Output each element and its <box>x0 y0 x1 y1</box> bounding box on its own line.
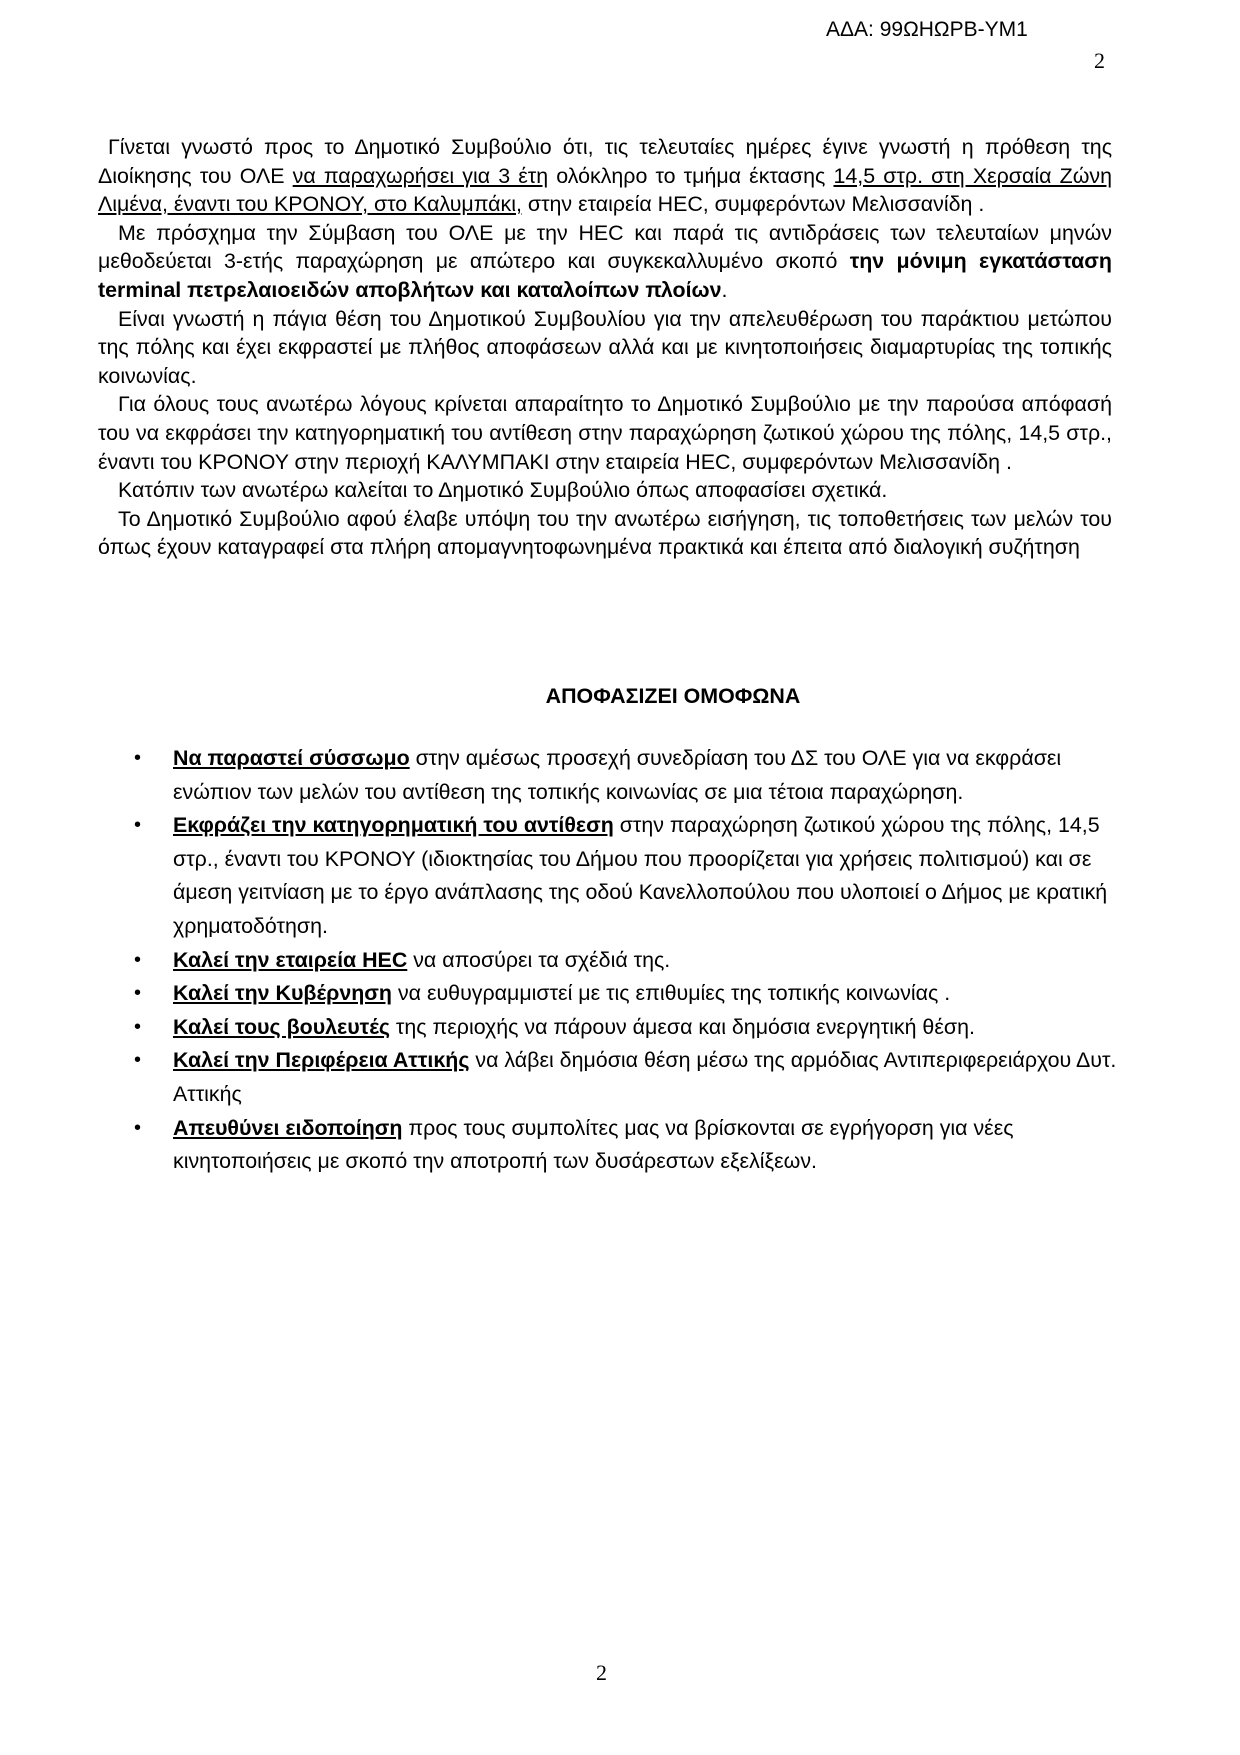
decision-text: προς τους συμπολίτες μας να βρίσκονται σε εγρήγορση για νέες κινητοποιήσεις με σκοπό την αποτροπή των δυσάρεστων εξελίξεων. <box>173 1115 1014 1174</box>
bullet-icon: • <box>134 814 142 837</box>
page-number-top: 2 <box>1094 48 1105 73</box>
bullet-icon: • <box>134 747 142 769</box>
decision-text: να αποσύρει τα σχέδιά της. <box>407 947 671 972</box>
decision-item <box>128 742 1118 809</box>
bullet-icon: • <box>134 982 142 1005</box>
decision-lead: Απευθύνει ειδοποίηση <box>173 1115 403 1140</box>
decisions-list <box>128 742 1118 1179</box>
decision-item <box>128 944 1118 978</box>
decision-lead: Καλεί την Περιφέρεια Αττικής <box>173 1048 470 1073</box>
paragraph-intro <box>98 133 1112 219</box>
decision-text: να λάβει δημόσια θέση μέσω της αρμόδιας Αντιπεριφερειάρχου Δυτ. Αττικής <box>173 1048 1117 1106</box>
paragraph-text: . <box>721 277 728 302</box>
paragraph-text: ολόκληρο το τμήμα έκτασης <box>548 163 834 188</box>
decision-item <box>128 1044 1118 1111</box>
paragraph-position: Είναι γνωστή η πάγια θέση του Δημοτικού Συμβουλίου για την απελευθέρωση του παράκτιου μετώπου της πόλης και έχει εκφραστεί με πλήθος αποφάσεων αλλά και με κινητοποιήσεις διαμαρτυρίας της τοπικής κοινωνίας. <box>98 306 1112 388</box>
decision-lead: Καλεί τους βουλευτές <box>173 1014 390 1039</box>
decision-text: στην αμέσως προσεχή συνεδρίαση του ΔΣ του ΟΛΕ για να εκφράσει ενώπιον των μελών του αντίθεση της τοπικής κοινωνίας σε μια τέτοια παραχώρηση. <box>173 746 1062 804</box>
bullet-icon: • <box>134 1116 142 1139</box>
decision-lead: Εκφράζει την κατηγορηματική του αντίθεση <box>173 813 614 838</box>
paragraph-call: Κατόπιν των ανωτέρω καλείται το Δημοτικό Συμβούλιο όπως αποφασίσει σχετικά. <box>118 478 888 503</box>
underlined-phrase: 14,5 στρ. στη Χερσαία Ζώνη Λιμένα, έναντι του ΚΡΟΝΟΥ, στο Καλυμπάκι, <box>98 163 1112 217</box>
decision-item <box>128 1112 1118 1179</box>
page-number-bottom: 2 <box>596 1660 607 1685</box>
decision-lead: Καλεί την Κυβέρνηση <box>173 981 392 1006</box>
bullet-icon: • <box>134 948 142 971</box>
bullet-icon: • <box>134 1049 142 1072</box>
paragraph-pretext <box>98 219 1112 305</box>
bold-phrase: την μόνιμη εγκατάσταση terminal πετρελαιοειδών αποβλήτων και καταλοίπων πλοίων <box>98 249 1112 302</box>
paragraph-text: στην εταιρεία HEC, συμφερόντων Μελισσανίδη . <box>521 192 985 217</box>
decision-text: της περιοχής να πάρουν άμεσα και δημόσια ενεργητική θέση. <box>389 1014 975 1039</box>
decision-text: στην παραχώρηση ζωτικού χώρου της πόλης, 14,5 στρ., έναντι του ΚΡΟΝΟΥ (ιδιοκτησίας του Δήμου που προορίζεται για χρήσεις πολιτισμού) και σε άμεση γειτνίαση με το έργο ανάπλασης της οδού Κανελλοπούλου που υλοποιεί ο Δήμος με κρατική χρηματοδότηση. <box>173 813 1108 938</box>
decision-heading: ΑΠΟΦΑΣΙΖΕΙ ΟΜΟΦΩΝΑ <box>545 684 801 708</box>
decision-text: να ευθυγραμμιστεί με τις επιθυμίες της τοπικής κοινωνίας . <box>392 981 951 1006</box>
paragraph-reasons: Για όλους τους ανωτέρω λόγους κρίνεται απαραίτητο το Δημοτικό Συμβούλιο με την παρούσα απόφασή του να εκφράσει την κατηγορηματική του αντίθεση στην παραχώρηση ζωτικού χώρου της πόλης, 14,5 στρ., έναντι του ΚΡΟΝΟΥ στην περιοχή ΚΑΛΥΜΠΑΚΙ στην εταιρεία HEC, συμφερόντων Μελισσανίδη . <box>98 392 1112 474</box>
decision-lead: Καλεί την εταιρεία HEC <box>173 947 408 972</box>
decision-item <box>128 809 1118 943</box>
paragraph-text: Γίνεται γνωστό προς το Δημοτικό Συμβούλιο ότι, τις τελευταίες ημέρες έγινε γνωστή η πρόθεση της Διοίκησης του ΟΛΕ <box>98 135 1112 188</box>
paragraph-council: Το Δημοτικό Συμβούλιο αφού έλαβε υπόψη του την ανωτέρω εισήγηση, τις τοποθετήσεις των μελών του όπως έχουν καταγραφεί στα πλήρη απομαγνητοφωνημένα πρακτικά και έπειτα από διαλογική συζήτηση <box>98 506 1112 560</box>
decision-lead: Να παραστεί σύσσωμο <box>173 746 410 770</box>
bullet-icon: • <box>134 1015 142 1038</box>
decision-item <box>128 1011 1118 1045</box>
document-body <box>98 133 1112 562</box>
decision-item <box>128 977 1118 1011</box>
ada-identifier: ΑΔΑ: 99ΩΗΩΡΒ-ΥΜ1 <box>826 18 1028 41</box>
paragraph-text: Με πρόσχημα την Σύμβαση του ΟΛΕ με την HEC και παρά τις αντιδράσεις των τελευταίων μηνών μεθοδεύεται 3-ετής παραχώρηση με απώτερο και συγκεκαλλυμένο σκοπό <box>98 220 1112 274</box>
underlined-phrase: να παραχωρήσει για 3 έτη <box>292 163 549 188</box>
